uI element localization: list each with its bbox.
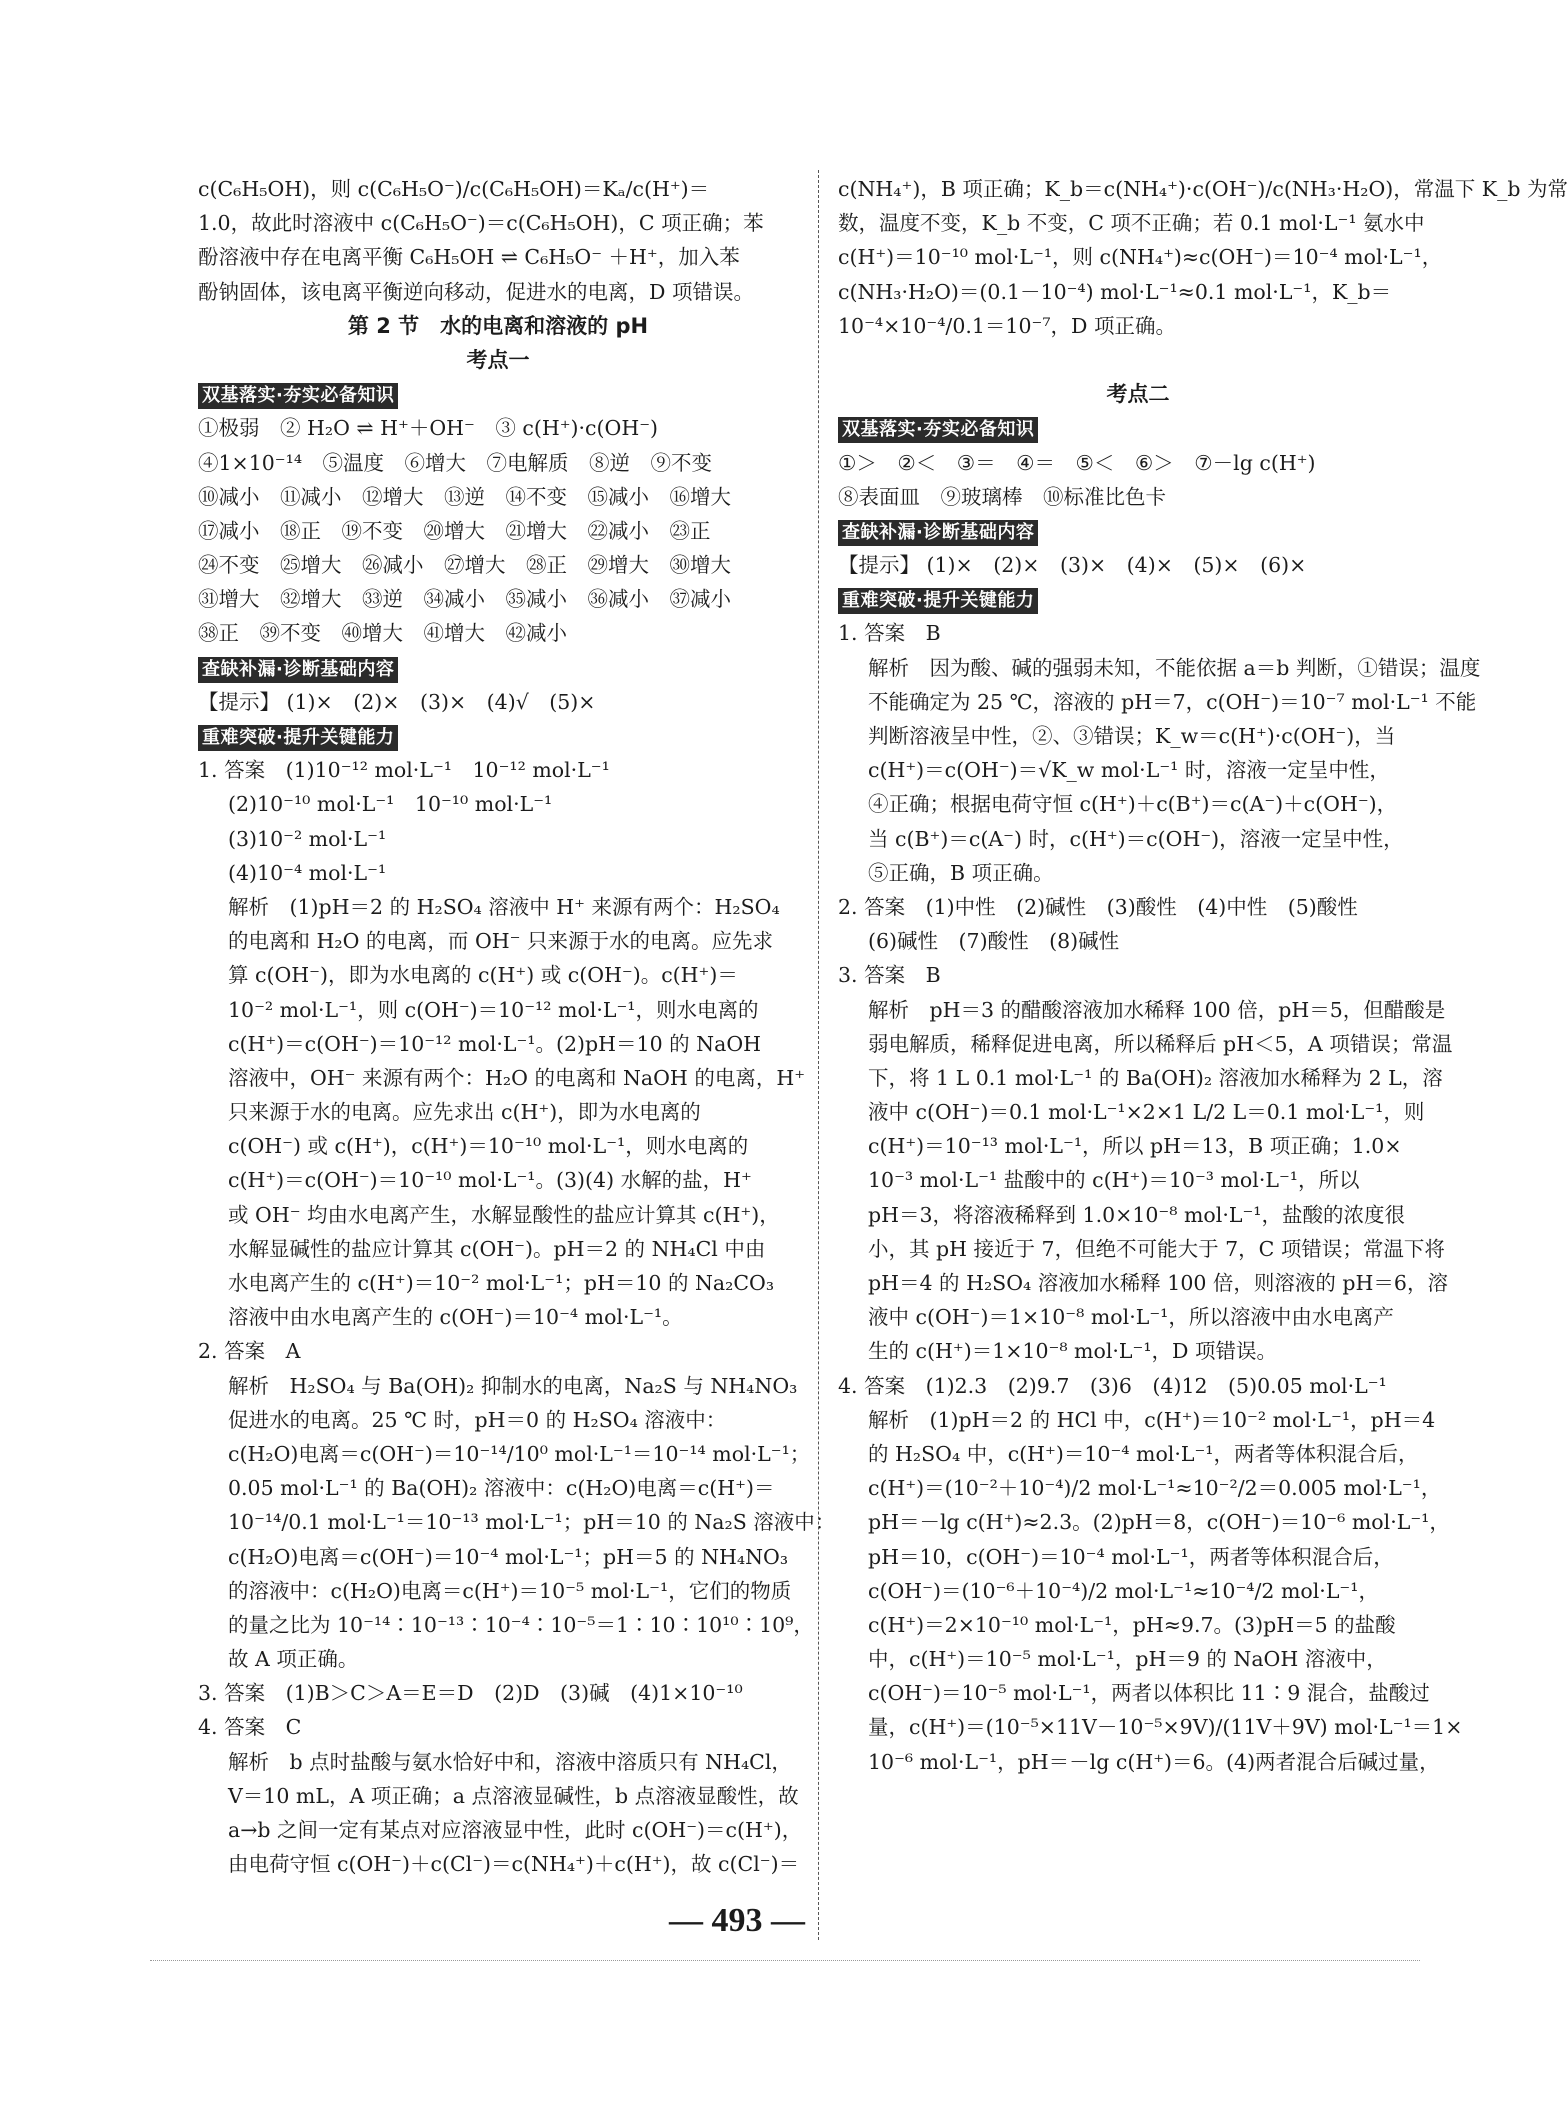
left-text-line: ㊳正 ㊴不变 ㊵增大 ㊶增大 ㊷减小	[198, 621, 567, 646]
section-title: 第 2 节 水的电离和溶液的 pH	[347, 313, 649, 338]
right-text-line: c(H⁺)＝(10⁻²＋10⁻⁴)/2 mol·L⁻¹≈10⁻²/2＝0.005 mol·L⁻¹，	[868, 1476, 1442, 1501]
right-text-line: (6)碱性 (7)酸性 (8)碱性	[868, 929, 1120, 954]
left-text-line: c(H⁺)＝c(OH⁻)＝10⁻¹² mol·L⁻¹。(2)pH＝10 的 NaOH	[228, 1031, 762, 1056]
right-text-line: c(OH⁻)＝(10⁻⁶＋10⁻⁴)/2 mol·L⁻¹≈10⁻⁴/2 mol·L⁻¹，	[868, 1578, 1379, 1603]
section-banner: 双基落实·夯实必备知识	[838, 417, 1038, 443]
right-text-line: 解析 pH＝3 的醋酸溶液加水稀释 100 倍，pH＝5，但醋酸是	[868, 997, 1446, 1022]
left-text-line: 酚溶液中存在电离平衡 C₆H₅OH ⇌ C₆H₅O⁻ ＋H⁺，加入苯	[198, 245, 740, 270]
left-text-line: ④1×10⁻¹⁴ ⑤温度 ⑥增大 ⑦电解质 ⑧逆 ⑨不变	[198, 450, 713, 475]
left-text-line: (2)10⁻¹⁰ mol·L⁻¹ 10⁻¹⁰ mol·L⁻¹	[228, 792, 553, 817]
section-banner: 重难突破·提升关键能力	[198, 725, 398, 751]
left-text-line: 的电离和 H₂O 的电离，而 OH⁻ 只来源于水的电离。应先求	[228, 929, 773, 954]
right-text-line: 解析 因为酸、碱的强弱未知，不能依据 a＝b 判断，①错误；温度	[868, 655, 1481, 680]
left-text-line: 10⁻² mol·L⁻¹，则 c(OH⁻)＝10⁻¹² mol·L⁻¹，则水电离的	[228, 997, 759, 1022]
left-column	[198, 172, 836, 1881]
right-text-line: c(H⁺)＝c(OH⁻)＝√K_w mol·L⁻¹ 时，溶液一定呈中性，	[868, 758, 1390, 783]
left-banner-row	[198, 719, 798, 753]
left-text-line: ①极弱 ② H₂O ⇌ H⁺＋OH⁻ ③ c(H⁺)·c(OH⁻)	[198, 416, 659, 441]
left-text-line: (4)10⁻⁴ mol·L⁻¹	[228, 860, 387, 885]
right-text-line: 4. 答案 (1)2.3 (2)9.7 (3)6 (4)12 (5)0.05 mol·L⁻¹	[838, 1373, 1387, 1398]
right-text-line: 3. 答案 B	[838, 963, 941, 988]
right-text-line: c(H⁺)＝2×10⁻¹⁰ mol·L⁻¹，pH≈9.7。(3)pH＝5 的盐酸	[868, 1612, 1396, 1637]
left-text-line: 故 A 项正确。	[228, 1647, 359, 1672]
left-text-line: 的溶液中：c(H₂O)电离＝c(H⁺)＝10⁻⁵ mol·L⁻¹，它们的物质	[228, 1578, 792, 1603]
left-banner-row	[198, 377, 798, 411]
right-text-line: 生的 c(H⁺)＝1×10⁻⁸ mol·L⁻¹，D 项错误。	[868, 1339, 1278, 1364]
left-text-line: c(H⁺)＝c(OH⁻)＝10⁻¹⁰ mol·L⁻¹。(3)(4) 水解的盐，H⁺	[228, 1168, 752, 1193]
left-text-line: 解析 H₂SO₄ 与 Ba(OH)₂ 抑制水的电离，Na₂S 与 NH₄NO₃	[228, 1373, 798, 1398]
right-text-line: 10⁻⁶ mol·L⁻¹，pH＝－lg c(H⁺)＝6。(4)两者混合后碱过量，	[868, 1749, 1440, 1774]
left-text-line: 促进水的电离。25 ℃ 时，pH＝0 的 H₂SO₄ 溶液中：	[228, 1407, 727, 1432]
left-text-line: 2. 答案 A	[198, 1339, 301, 1364]
section-banner: 重难突破·提升关键能力	[838, 588, 1038, 614]
section-banner: 查缺补漏·诊断基础内容	[198, 657, 398, 683]
right-text-line: ①＞ ②＜ ③＝ ④＝ ⑤＜ ⑥＞ ⑦－lg c(H⁺)	[838, 450, 1316, 475]
right-text-line: 的 H₂SO₄ 中，c(H⁺)＝10⁻⁴ mol·L⁻¹，两者等体积混合后，	[868, 1441, 1419, 1466]
right-text-line: c(NH₃·H₂O)＝(0.1－10⁻⁴) mol·L⁻¹≈0.1 mol·L⁻¹，K_b＝	[838, 279, 1392, 304]
right-banner-row	[838, 411, 1438, 445]
left-text-line: c(H₂O)电离＝c(OH⁻)＝10⁻¹⁴/10⁰ mol·L⁻¹＝10⁻¹⁴ mol·L⁻¹；	[228, 1441, 811, 1466]
left-text-line: ⑩减小 ⑪减小 ⑫增大 ⑬逆 ⑭不变 ⑮减小 ⑯增大	[198, 484, 731, 509]
left-text-line: 酚钠固体，该电离平衡逆向移动，促进水的电离，D 项错误。	[198, 279, 754, 304]
right-text-line: 当 c(B⁺)＝c(A⁻) 时，c(H⁺)＝c(OH⁻)，溶液一定呈中性，	[868, 826, 1404, 851]
column-divider	[818, 170, 819, 1940]
right-text-line: pH＝4 的 H₂SO₄ 溶液加水稀释 100 倍，则溶液的 pH＝6，溶	[868, 1271, 1448, 1295]
right-text-line: c(OH⁻)＝10⁻⁵ mol·L⁻¹，两者以体积比 11∶9 混合，盐酸过	[868, 1681, 1430, 1706]
topic-heading: 考点二	[1106, 382, 1170, 407]
right-text-line: pH＝－lg c(H⁺)≈2.3。(2)pH＝8，c(OH⁻)＝10⁻⁶ mol·L⁻¹，	[868, 1510, 1450, 1535]
left-text-line: 解析 (1)pH＝2 的 H₂SO₄ 溶液中 H⁺ 来源有两个：H₂SO₄	[228, 894, 780, 919]
right-text-line: 判断溶液呈中性，②、③错误；K_w＝c(H⁺)·c(OH⁻)，当	[868, 724, 1396, 748]
right-text-line: 量，c(H⁺)＝(10⁻⁵×11V－10⁻⁵×9V)/(11V＋9V) mol·L⁻¹＝1×	[868, 1715, 1463, 1740]
right-text-line: 液中 c(OH⁻)＝0.1 mol·L⁻¹×2×1 L/2 L＝0.1 mol·L⁻¹，则	[868, 1100, 1425, 1125]
right-text-line: 下，将 1 L 0.1 mol·L⁻¹ 的 Ba(OH)₂ 溶液加水稀释为 2 L，溶	[868, 1065, 1443, 1090]
left-text-line: (3)10⁻² mol·L⁻¹	[228, 826, 387, 851]
left-text-line: a→b 之间一定有某点对应溶液显中性，此时 c(OH⁻)＝c(H⁺)，	[228, 1818, 803, 1842]
left-text-line: 10⁻¹⁴/0.1 mol·L⁻¹＝10⁻¹³ mol·L⁻¹；pH＝10 的 Na₂S 溶液中：	[228, 1510, 836, 1535]
left-text-line: 算 c(OH⁻)，即为水电离的 c(H⁺) 或 c(OH⁻)。c(H⁺)＝	[228, 963, 738, 988]
right-text-line: 小，其 pH 接近于 7，但绝不可能大于 7，C 项错误；常温下将	[868, 1236, 1445, 1261]
right-banner-row	[838, 514, 1438, 548]
right-text-line: pH＝10，c(OH⁻)＝10⁻⁴ mol·L⁻¹，两者等体积混合后，	[868, 1544, 1394, 1569]
left-text-line: 1.0，故此时溶液中 c(C₆H₅O⁻)＝c(C₆H₅OH)，C 项正确；苯	[198, 211, 764, 236]
right-text-line: 2. 答案 (1)中性 (2)碱性 (3)酸性 (4)中性 (5)酸性	[838, 894, 1358, 919]
left-text-line: 或 OH⁻ 均由水电离产生，水解显酸性的盐应计算其 c(H⁺)，	[228, 1202, 780, 1227]
left-text-line: 溶液中由水电离产生的 c(OH⁻)＝10⁻⁴ mol·L⁻¹。	[228, 1305, 683, 1330]
right-text-line: 数，温度不变，K_b 不变，C 项不正确；若 0.1 mol·L⁻¹ 氨水中	[838, 211, 1425, 236]
left-text-line: ⑰减小 ⑱正 ⑲不变 ⑳增大 ㉑增大 ㉒减小 ㉓正	[198, 518, 711, 543]
left-text-line: 溶液中，OH⁻ 来源有两个：H₂O 的电离和 NaOH 的电离，H⁺	[228, 1065, 806, 1090]
right-text-line: c(H⁺)＝10⁻¹³ mol·L⁻¹，所以 pH＝13，B 项正确；1.0×	[868, 1134, 1402, 1159]
right-text-line	[838, 343, 1438, 377]
right-banner-row	[838, 582, 1438, 616]
right-text-line: c(H⁺)＝10⁻¹⁰ mol·L⁻¹，则 c(NH₄⁺)≈c(OH⁻)＝10⁻⁴ mol·L⁻¹，	[838, 245, 1443, 270]
right-column	[838, 172, 1568, 1779]
right-text-line: 1. 答案 B	[838, 621, 941, 646]
left-text-line: 1. 答案 (1)10⁻¹² mol·L⁻¹ 10⁻¹² mol·L⁻¹	[198, 758, 610, 783]
right-text-line: ④正确；根据电荷守恒 c(H⁺)＋c(B⁺)＝c(A⁻)＋c(OH⁻)，	[868, 792, 1398, 817]
section-banner: 查缺补漏·诊断基础内容	[838, 520, 1038, 546]
left-text-line: 只来源于水的电离。应先求出 c(H⁺)，即为水电离的	[228, 1100, 701, 1125]
bottom-rule	[150, 1960, 1420, 1961]
left-text-line: ㉛增大 ㉜增大 ㉝逆 ㉞减小 ㉟减小 ㊱减小 ㊲减小	[198, 587, 731, 612]
left-banner-row	[198, 651, 798, 685]
right-text-line: 弱电解质，稀释促进电离，所以稀释后 pH＜5，A 项错误；常温	[868, 1031, 1453, 1056]
left-text-line: 由电荷守恒 c(OH⁻)＋c(Cl⁻)＝c(NH₄⁺)＋c(H⁺)，故 c(Cl⁻)＝	[228, 1852, 800, 1877]
left-text-line: c(C₆H₅OH)，则 c(C₆H₅O⁻)/c(C₆H₅OH)＝Kₐ/c(H⁺)＝	[198, 177, 710, 201]
page-number: — 493 —	[669, 1902, 805, 1939]
left-text-line: 4. 答案 C	[198, 1715, 302, 1740]
left-text-line: ㉔不变 ㉕增大 ㉖减小 ㉗增大 ㉘正 ㉙增大 ㉚增大	[198, 553, 731, 578]
right-text-line: 中，c(H⁺)＝10⁻⁵ mol·L⁻¹，pH＝9 的 NaOH 溶液中，	[868, 1647, 1387, 1672]
left-text-line: c(OH⁻) 或 c(H⁺)，c(H⁺)＝10⁻¹⁰ mol·L⁻¹，则水电离的	[228, 1134, 749, 1159]
right-text-line: ⑤正确，B 项正确。	[868, 860, 1054, 885]
left-text-line: 水解显碱性的盐应计算其 c(OH⁻)。pH＝2 的 NH₄Cl 中由	[228, 1236, 766, 1261]
right-text-line: 【提示】 (1)× (2)× (3)× (4)× (5)× (6)×	[838, 553, 1307, 578]
topic-heading: 考点一	[466, 347, 530, 372]
right-text-line: pH＝3，将溶液稀释到 1.0×10⁻⁸ mol·L⁻¹，盐酸的浓度很	[868, 1202, 1405, 1227]
right-text-line: 10⁻⁴×10⁻⁴/0.1＝10⁻⁷，D 项正确。	[838, 313, 1177, 338]
right-text-line: 10⁻³ mol·L⁻¹ 盐酸中的 c(H⁺)＝10⁻³ mol·L⁻¹，所以	[868, 1168, 1360, 1193]
left-text-line: 0.05 mol·L⁻¹ 的 Ba(OH)₂ 溶液中：c(H₂O)电离＝c(H⁺)＝	[228, 1476, 775, 1501]
right-text-line: 解析 (1)pH＝2 的 HCl 中，c(H⁺)＝10⁻² mol·L⁻¹，pH＝4	[868, 1407, 1436, 1432]
right-text-line: c(NH₄⁺)，B 项正确；K_b＝c(NH₄⁺)·c(OH⁻)/c(NH₃·H₂O)，常温下 K_b 为常	[838, 177, 1568, 201]
left-text-line: c(H₂O)电离＝c(OH⁻)＝10⁻⁴ mol·L⁻¹；pH＝5 的 NH₄NO₃	[228, 1544, 789, 1569]
right-text-line: 不能确定为 25 ℃，溶液的 pH＝7，c(OH⁻)＝10⁻⁷ mol·L⁻¹ 不能	[868, 689, 1477, 714]
left-text-line: 解析 b 点时盐酸与氨水恰好中和，溶液中溶质只有 NH₄Cl，	[228, 1749, 792, 1774]
right-text-line: 液中 c(OH⁻)＝1×10⁻⁸ mol·L⁻¹，所以溶液中由水电离产	[868, 1305, 1394, 1330]
right-text-line: ⑧表面皿 ⑨玻璃棒 ⑩标准比色卡	[838, 484, 1166, 509]
left-text-line: 【提示】 (1)× (2)× (3)× (4)√ (5)×	[198, 689, 596, 714]
left-text-line: 水电离产生的 c(H⁺)＝10⁻² mol·L⁻¹；pH＝10 的 Na₂CO₃	[228, 1271, 775, 1295]
section-banner: 双基落实·夯实必备知识	[198, 383, 398, 409]
left-text-line: 的量之比为 10⁻¹⁴∶10⁻¹³∶10⁻⁴∶10⁻⁵＝1∶10∶10¹⁰∶10⁹，	[228, 1612, 814, 1637]
left-text-line: 3. 答案 (1)B＞C＞A＝E＝D (2)D (3)碱 (4)1×10⁻¹⁰	[198, 1681, 743, 1706]
left-text-line: V＝10 mL，A 项正确；a 点溶液显碱性，b 点溶液显酸性，故	[228, 1783, 799, 1808]
